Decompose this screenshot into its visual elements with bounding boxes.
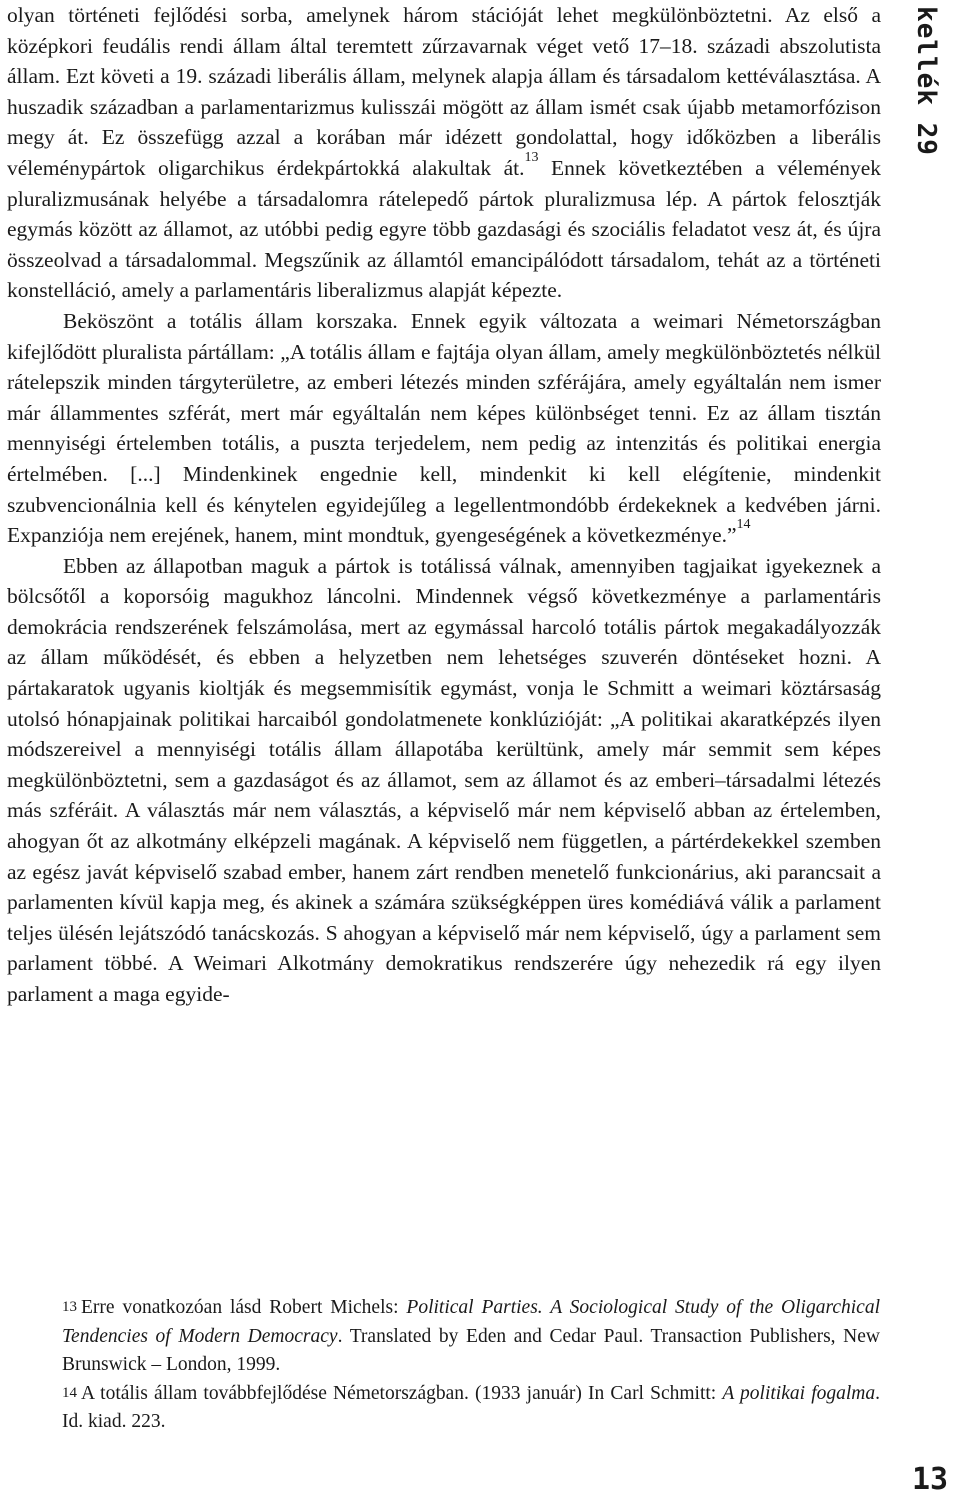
footnote-cited-title: A politikai fogalma <box>722 1382 876 1404</box>
main-text <box>7 0 881 1010</box>
running-head-text: kellék 29 <box>911 6 941 156</box>
paragraph-3: Ebben az állapotban maguk a pártok is totálissá válnak, amennyiben tagjaikat igyekeznek a bölcsőtől a koporsóig magukhoz láncolni. Mindennek végső következménye a parlamentáris demokrácia rendszerének felszámolása, mert az egymással harcoló totális pártok megakadályozzák az állam működését, és ebben a helyzetben nem lehetséges szuverén döntéseket hozni. A pártakaratok ugyanis kioltják és megsemmisítik egymást, vonja le Schmitt a weimari köztársaság utolsó hónapjainak politikai harcaiból gondolatmenete konklúzióját: „A politikai akaratképzés ilyen módszereivel a mennyiségi totális állam állapotába kerültünk, amely már semmit sem képes megkülönböztetni, sem a gazdaságot és az államot, sem az államot és az emberi–társadalmi létezés más szféráit. A választás már nem választás, a képviselő már nem képviselő abban az értelemben, ahogyan őt az alkotmány elképzeli magának. A képviselő nem független, a pártérdekekkel szemben az egész javát képviselő szabad ember, hanem zárt rendben menetelő funkcionárius, aki parancsait a parlamenten kívül kapja meg, és akinek a számára szükségképpen üres komédiává válik a parlament teljes ülésén lejátszódó tanácskozás. S ahogyan a képviselő már nem képviselő, úgy a parlament sem parlament többé. A Weimari Alkotmány demokratikus rendszerére úgy nehezedik rá egy ilyen parlament a maga egyide- <box>7 553 881 1006</box>
paragraph-2 <box>7 306 881 551</box>
footnote-ref-13[interactable]: 13 <box>524 149 539 165</box>
running-head <box>898 6 954 156</box>
footnote-text-tail: . Translated by Eden and Cedar Paul. Transaction Publishers, New Brunswick – London, 1999. <box>62 1325 880 1375</box>
footnote-13 <box>62 1294 880 1380</box>
paragraph-1-text-a: olyan történeti fejlődési sorba, amelynek három stációját lehet megkülönböztetni. Az első a középkori feudális rendi állam által teremtett zűrzavarnak véget vető 17–18. századi abszolutista állam. Ezt követi a 19. századi liberális állam, melynek alapja állam és társadalom kettéválasztása. A huszadik században a parlamentarizmus kulisszái mögött az állam ismét csak újabb metamorfózison megy át. Ez összefügg azzal a korában már idézett gondolattal, hogy időközben a liberális véleménypártok oligarchikus érdekpártokká alakultak át. <box>7 3 881 180</box>
footnote-text-tail: . Id. kiad. 223. <box>62 1382 880 1432</box>
footnote-ref-14[interactable]: 14 <box>736 517 751 533</box>
footnotes <box>62 1294 880 1437</box>
footnote-14 <box>62 1380 880 1437</box>
footnote-text: A totális állam továbbfejlődése Németországban. (1933 január) In Carl Schmitt: <box>81 1382 723 1404</box>
footnote-number: 14 <box>62 1384 77 1401</box>
footnote-cited-title: Political Parties. A Sociological Study of the Oligarchical Tendencies of Modern Democracy <box>62 1297 880 1347</box>
footnote-number: 13 <box>62 1299 77 1315</box>
paragraph-1-text-b: Ennek következtében a vélemények pluralizmusának helyébe a társadalomra rátelepedő pártok pluralizmusa lép. A pártok felosztják egymás között az államot, az utóbbi pedig egyre több gazdasági és szociális feladatot vesz át, és újra összeolvad a társadalommal. Megszűnik az államtól emancipálódott társadalom, tehát az a történeti konstelláció, amely a parlamentáris liberalizmus alapját képezte. <box>7 155 881 303</box>
footnote-text: Erre vonatkozóan lásd Robert Michels: <box>81 1297 407 1318</box>
paragraph-2-text: Beköszönt a totális állam korszaka. Ennek egyik változata a weimari Németországban kifejlődött pluralista pártállam: „A totális állam e fajtája olyan állam, amely megkülönböztetés nélkül rátelepszik minden tárgyterületre, az emberi létezés minden szférájára, amely egyáltalán nem ismer már állammentes szférát, mert már egyáltalán nem képes különbséget tenni. Ez az állam tisztán mennyiségi értelemben totális, a puszta terjedelem, nem pedig az intenzitás és politikai energia értelmében. [...] Mindenkinek engednie kell, mindenkit ki kell elégítenie, mindenkit szubvencionálnia kell és kénytelen egyidejűleg a legellentmondóbb érdekeknek a kedvében járni. Expanziója nem erejének, hanem, mint mondtuk, gyengeségének a következménye.” <box>7 308 881 548</box>
paragraph-1 <box>7 0 881 306</box>
page-number: 13 <box>912 1462 949 1497</box>
